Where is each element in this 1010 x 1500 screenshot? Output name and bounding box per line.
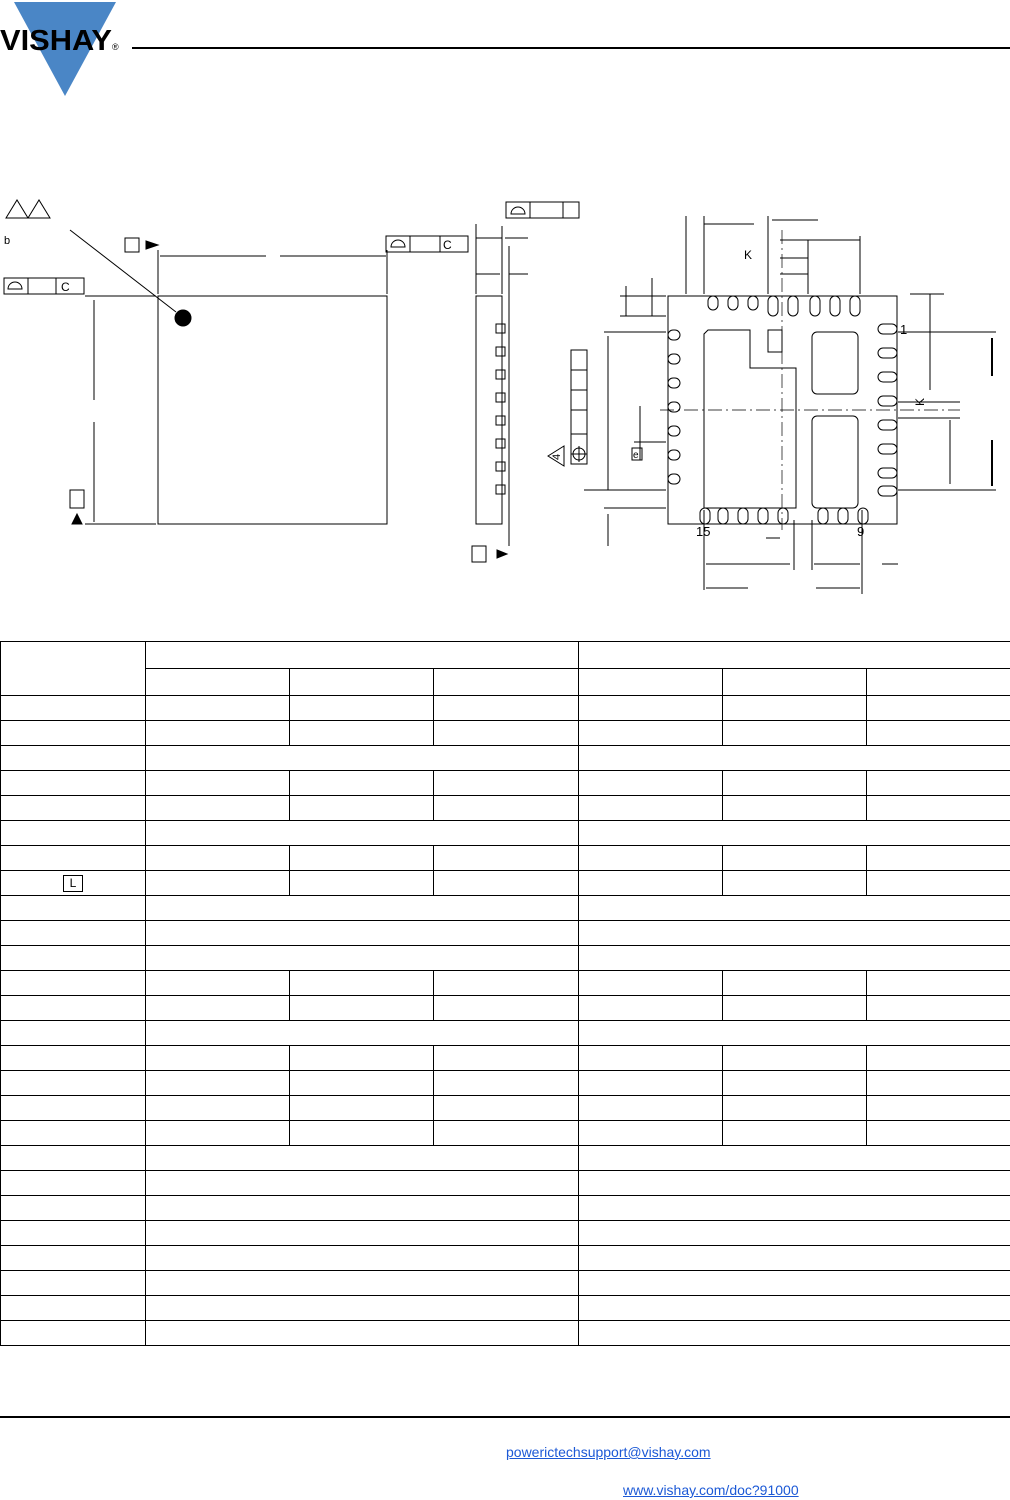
logo-wordmark: VISHAY [0, 25, 112, 57]
note-b-label: b [4, 235, 11, 247]
side-view [472, 202, 579, 562]
pin-15-label: 15 [696, 524, 711, 539]
table-row [1, 1146, 1010, 1171]
table-row [1, 1021, 1010, 1046]
top-view [4, 200, 468, 524]
table-row [1, 1171, 1010, 1196]
vishay-logo [0, 0, 130, 100]
table-row [1, 1296, 1010, 1321]
table-row [1, 896, 1010, 921]
table-row [1, 1246, 1010, 1271]
table-row [1, 946, 1010, 971]
table-row [1, 696, 1010, 721]
table-row [1, 1071, 1010, 1096]
dimension-table [0, 641, 1010, 1346]
table-row [1, 746, 1010, 771]
pin-9-label: 9 [857, 524, 865, 539]
table-subheader-row [1, 669, 1010, 696]
table-row [1, 1096, 1010, 1121]
header-rule [132, 47, 1010, 49]
inch-group-header [579, 642, 1010, 669]
table-row [1, 1046, 1010, 1071]
table-row [1, 1196, 1010, 1221]
table-header-row [1, 642, 1010, 669]
datum-c-top: C [443, 238, 452, 252]
table-row [1, 796, 1010, 821]
table-row [1, 921, 1010, 946]
document-url-link[interactable]: www.vishay.com/doc?91000 [623, 1482, 799, 1498]
table-row [1, 1271, 1010, 1296]
pin-1-label: 1 [900, 322, 908, 337]
support-email-link[interactable]: powerictechsupport@vishay.com [506, 1444, 711, 1460]
package-outline-drawing [0, 190, 1010, 610]
datum-c-left: C [61, 280, 70, 294]
table-row [1, 1121, 1010, 1146]
label-k-right: K [913, 397, 927, 406]
table-row [1, 771, 1010, 796]
label-e: e [633, 450, 639, 461]
mm-group-header [146, 642, 579, 669]
table-row [1, 846, 1010, 871]
label-k-top: K [744, 248, 753, 262]
bottom-view [548, 216, 996, 594]
table-row [1, 721, 1010, 746]
logo-registered-mark: ® [112, 42, 119, 52]
table-row [1, 1221, 1010, 1246]
table-row [1, 871, 1010, 896]
table-row [1, 996, 1010, 1021]
table-row [1, 971, 1010, 996]
table-row [1, 821, 1010, 846]
symbol-header-cell [1, 642, 146, 696]
footer-rule [0, 1416, 1010, 1418]
label-4: 4 [551, 453, 563, 460]
l-symbol-box: L [63, 875, 83, 892]
table-row [1, 1321, 1010, 1346]
